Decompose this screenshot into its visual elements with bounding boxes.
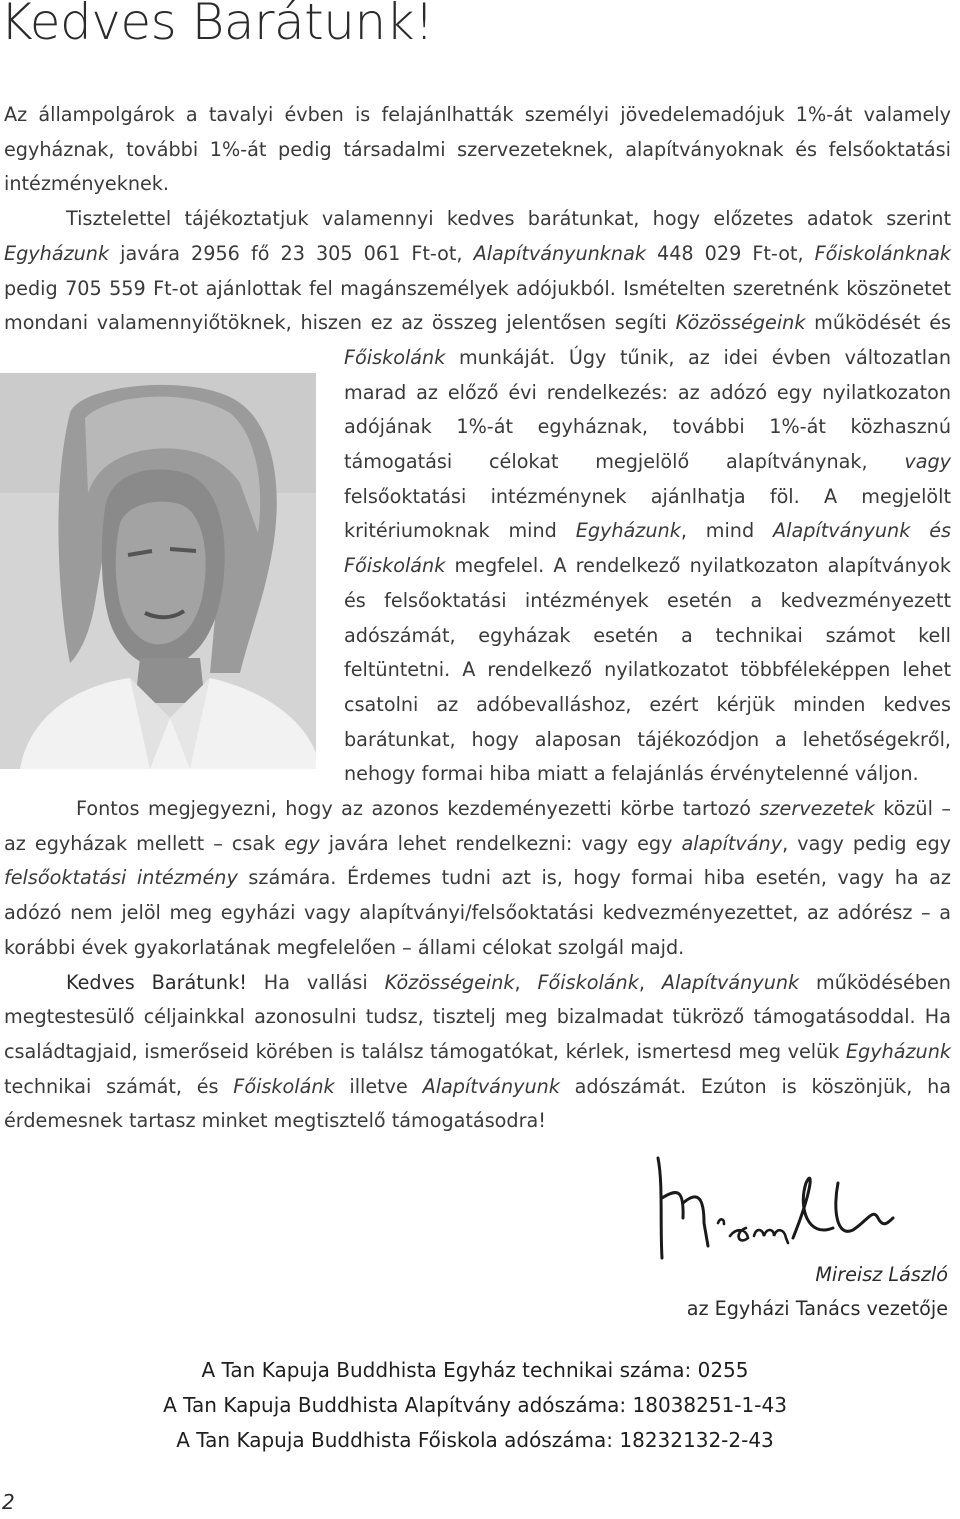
paragraph-appeal-text: Ha vallási Közösségeink, Főiskolánk, Alapítványunk működésében megtestesülő céljainkkal azonosulni tudsz, tisztelj meg bizalmadat tükröző támogatásoddal. Ha családtagjaid, ismerőseid körében is találsz támogatókat, kérlek, ismertesd meg velük Egyházunk technikai számát, és Főiskolánk illetve Alapítványunk adószámát. Ezúton is köszönjük, ha érdemesnek tartasz minket megtisztelő támogatásodra!	[4, 970, 951, 1133]
signer-role: az Egyházi Tanács vezetője	[686, 1297, 948, 1320]
italic-term: szervezetek	[759, 797, 875, 821]
paragraph-notice: Fontos megjegyezni, hogy az azonos kezdeményezetti körbe tartozó szervezetek közül – az egyházak mellett – csak egy javára lehet rendelkezni: vagy egy alapítvány, vagy pedig egy felsőoktatási intézmény számára. Érdemes tudni azt is, hogy formai hiba esetén, vagy ha az adózó nem jelöl meg egyházi vagy alapítványi/felsőoktatási kedvezményezettet, az adórész – a korábbi évek gyakorlatának megfelelően – állami célokat szolgál majd.	[4, 797, 952, 959]
paragraph-report-lead: Tisztelettel tájékoztatjuk valamennyi kedves barátunkat, hogy előzetes adatok szerint Egyházunk javára 2956 fő 23 305 061 Ft-ot, Alapítványunknak 448 029 Ft-ot, Főiskolánknak pedig 705 559 Ft-ot ajánlottak fel magánszemélyek adójukból. Ismételten szeretnénk köszönetet mondani valamennyiőtöknek, hiszen ez az összeg jelentősen segíti Közösségeink működését és Főiskolánk	[4, 207, 951, 369]
italic-term: Közösségeink	[675, 311, 806, 335]
italic-term: Főiskolánknak	[814, 241, 951, 265]
italic-term: Főiskolánk	[344, 345, 446, 369]
italic-term: Alapítványunknak	[473, 241, 646, 265]
italic-term: alapítvány	[681, 831, 783, 855]
italic-term: Egyházunk	[845, 1039, 951, 1063]
paragraph-intro: Az állampolgárok a tavalyi évben is felajánlhatták személyi jövedelemadójuk 1%-át valamely egyháznak, további 1%-át pedig társadalmi szervezeteknek, alapítványoknak és felsőoktatási intézményeknek.	[4, 103, 951, 196]
signer-name: Mireisz László	[815, 1263, 948, 1286]
italic-term: felsőoktatási intézmény	[4, 866, 238, 890]
portrait-photo	[0, 373, 316, 769]
church-technical-number: A Tan Kapuja Buddhista Egyház technikai száma: 0255	[201, 1358, 749, 1382]
page-number: 2	[2, 1490, 15, 1514]
italic-term: Alapítványunk	[661, 970, 800, 994]
letter-body	[4, 98, 951, 1139]
page-title: Kedves Barátunk!	[0, 0, 434, 51]
paragraph-report-rest: munkáját. Úgy tűnik, az idei évben változatlan marad az előző évi rendelkezés: az adózó egy nyilatkozaton adójának 1%-át egyháznak, további 1%-át közhasznú támogatási célokat megjelölő alapítványnak, vagy felsőoktatási intézménynek ajánlhatja föl. A megjelölt kritériumoknak mind Egyházunk, mind Alapítványunk és Főiskolánk megfelel. A rendelkező nyilatkozaton alapítványok és felsőoktatási intézmények esetén a kedvezményezett adószámát, egyházak esetén a technikai számot kell feltüntetni. A rendelkező nyilatkozatot többféleképpen lehet csatolni az adóbevalláshoz, ezért kérjük minden kedves barátunkat, hogy alaposan tájékozódjon a lehetőségekről, nehogy formai hiba miatt a felajánlás érvénytelenné váljon.	[344, 345, 951, 786]
italic-term: Alapítványunk és Főiskolánk	[344, 519, 951, 578]
tax-id-list	[0, 1353, 950, 1458]
foundation-tax-number: A Tan Kapuja Buddhista Alapítvány adószáma: 18038251-1-43	[163, 1393, 787, 1417]
italic-term: Főiskolánk	[537, 970, 639, 994]
italic-term: Főiskolánk	[233, 1074, 335, 1098]
italic-term: Alapítványunk	[422, 1074, 560, 1098]
paragraph-appeal	[4, 966, 951, 1140]
italic-term: egy	[284, 831, 320, 855]
paragraph-report	[4, 202, 951, 792]
italic-term: vagy	[904, 450, 951, 474]
college-tax-number: A Tan Kapuja Buddhista Főiskola adószáma: 18232132-2-43	[176, 1428, 774, 1452]
greeting: Kedves Barátunk!	[66, 970, 247, 994]
italic-term: Közösségeink	[384, 970, 515, 994]
italic-term: Egyházunk	[4, 241, 110, 265]
italic-term: Egyházunk	[575, 519, 681, 543]
handwritten-signature	[638, 1128, 958, 1268]
signer-block	[687, 1258, 948, 1326]
